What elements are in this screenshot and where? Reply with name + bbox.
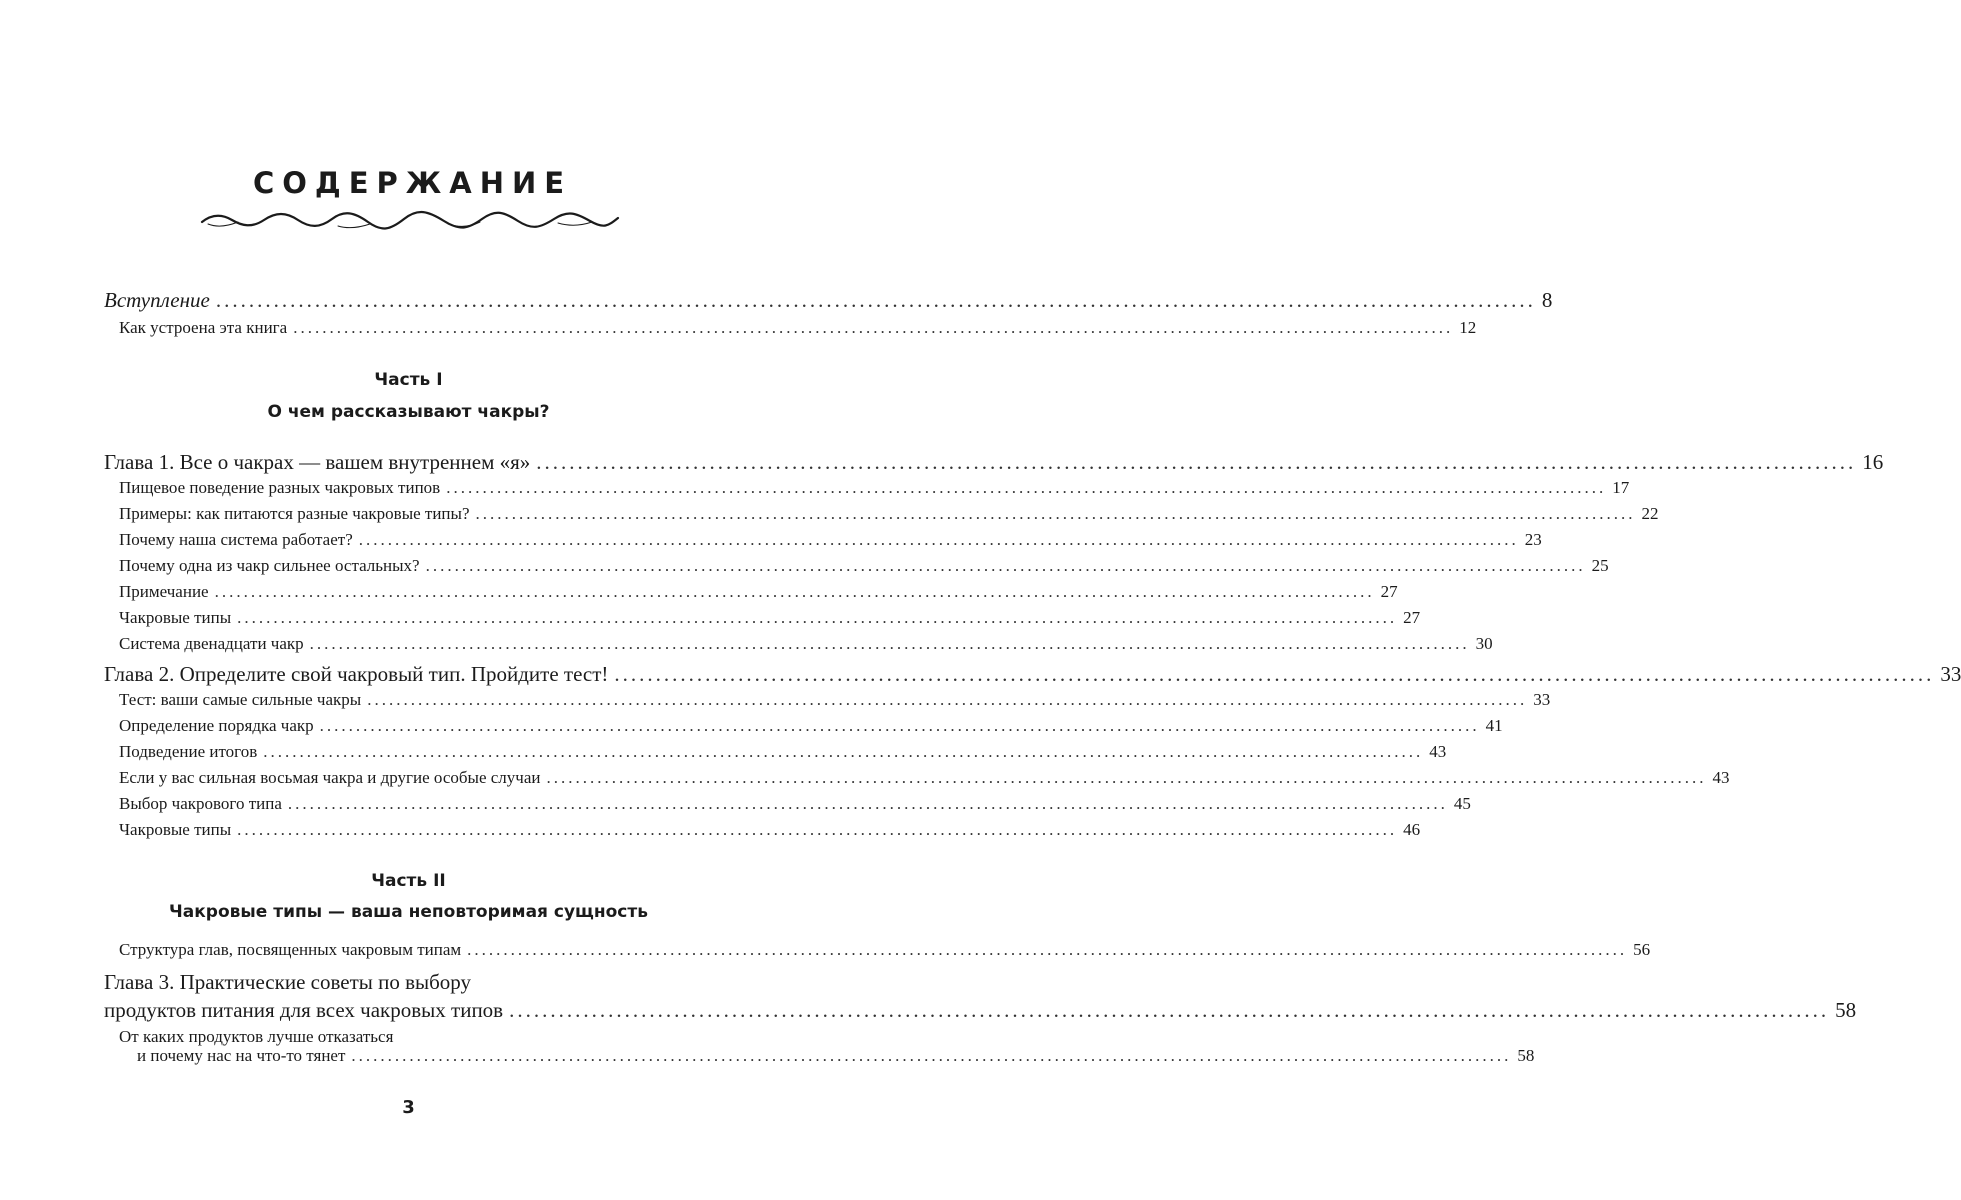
page-title: СОДЕРЖАНИЕ <box>252 166 573 200</box>
dot-leader: ................................................................................................................................................................ <box>309 634 1470 653</box>
dot-leader: ................................................................................................................................................................ <box>214 582 1375 601</box>
dot-leader: ................................................................................................................................................................ <box>358 530 1519 549</box>
toc-entry-label: Примечание <box>119 582 209 601</box>
toc-entry-label: Почему одна из чакр сильнее остальных? <box>119 556 420 575</box>
dot-leader: ................................................................................................................................................................ <box>351 1046 1512 1065</box>
dot-leader: ................................................................................................................................................................ <box>237 820 1398 839</box>
toc-entry-chapter-3[interactable] <box>0 998 1857 1028</box>
toc-entry-page: 41 <box>1485 716 1503 735</box>
toc-entry-label: Подведение итогов <box>119 742 258 761</box>
toc-entry-page: 56 <box>1633 940 1651 959</box>
toc-entry-part-2-structure[interactable] <box>0 940 1651 970</box>
toc-entry-page: 8 <box>1541 288 1553 312</box>
toc-entry-page: 17 <box>1612 478 1630 497</box>
dot-leader: ................................................................................................................................................................ <box>215 288 1536 312</box>
part-1-number: Часть I <box>374 370 443 390</box>
toc-entry-label: Тест: ваши самые сильные чакры <box>119 690 362 709</box>
toc-entry-page: 33 <box>1533 690 1551 709</box>
toc-entry-section-line1[interactable]: От каких продуктов лучше отказаться <box>119 1027 394 1046</box>
toc-entry-label: Примеры: как питаются разные чакровые типы? <box>119 504 470 523</box>
dot-leader: ................................................................................................................................................................ <box>367 690 1528 709</box>
dot-leader: ................................................................................................................................................................ <box>237 608 1398 627</box>
toc-entry-label: Выбор чакрового типа <box>119 794 282 813</box>
toc-entry-label: Определение порядка чакр <box>119 716 314 735</box>
toc-entry-page: 16 <box>1862 450 1884 474</box>
dot-leader: ................................................................................................................................................................ <box>263 742 1424 761</box>
toc-entry-label: продуктов питания для всех чакровых типов <box>104 998 504 1022</box>
dot-leader: ................................................................................................................................................................ <box>475 504 1636 523</box>
toc-entry-chapter-3-line1[interactable]: Глава 3. Практические советы по выбору <box>104 970 472 994</box>
toc-entry-label: Глава 2. Определите свой чакровый тип. Пройдите тест! <box>104 662 609 686</box>
toc-entry-how-book-works[interactable] <box>0 318 1477 348</box>
toc-entry-label: Чакровые типы <box>119 608 232 627</box>
toc-entry-label: Как устроена эта книга <box>119 318 288 337</box>
toc-entry-label: Пищевое поведение разных чакровых типов <box>119 478 441 497</box>
dot-leader: ................................................................................................................................................................ <box>546 768 1707 787</box>
dot-leader: ................................................................................................................................................................ <box>446 478 1607 497</box>
toc-entry-chapter-1[interactable] <box>0 450 1884 480</box>
toc-entry-section[interactable] <box>0 1046 1535 1076</box>
page-number: 3 <box>402 1097 415 1118</box>
toc-entry-label: Почему наша система работает? <box>119 530 353 549</box>
toc-entry-introduction[interactable] <box>0 288 1553 318</box>
toc-entry-page: 43 <box>1429 742 1447 761</box>
toc-entry-label: Вступление <box>104 288 210 312</box>
toc-entry-page: 25 <box>1591 556 1609 575</box>
dot-leader: ................................................................................................................................................................ <box>509 998 1830 1022</box>
toc-entry-label: и почему нас на что-то тянет <box>137 1046 346 1065</box>
toc-entry-label: Если у вас сильная восьмая чакра и другие особые случаи <box>119 768 541 787</box>
dot-leader: ................................................................................................................................................................ <box>293 318 1454 337</box>
dot-leader: ................................................................................................................................................................ <box>287 794 1448 813</box>
toc-entry-label: Чакровые типы <box>119 820 232 839</box>
toc-entry-page: 58 <box>1835 998 1857 1022</box>
toc-entry-chapter-2[interactable] <box>0 662 1961 692</box>
toc-entry-page: 33 <box>1940 662 1961 686</box>
toc-entry-page: 23 <box>1524 530 1542 549</box>
toc-entry-section[interactable] <box>0 820 1421 850</box>
toc-entry-page: 45 <box>1453 794 1471 813</box>
toc-entry-section[interactable] <box>0 634 1493 664</box>
toc-entry-page: 22 <box>1641 504 1659 523</box>
toc-entry-page: 43 <box>1712 768 1730 787</box>
toc-entry-page: 27 <box>1380 582 1398 601</box>
toc-entry-page: 46 <box>1403 820 1421 839</box>
toc-entry-label: Глава 1. Все о чакрах — вашем внутреннем «я» <box>104 450 531 474</box>
dot-leader: ................................................................................................................................................................ <box>467 940 1628 959</box>
dot-leader: ................................................................................................................................................................ <box>614 662 1935 686</box>
toc-entry-label: Система двенадцати чакр <box>119 634 304 653</box>
dot-leader: ................................................................................................................................................................ <box>319 716 1480 735</box>
toc-entry-page: 27 <box>1403 608 1421 627</box>
toc-entry-label: Структура глав, посвященных чакровым типам <box>119 940 462 959</box>
dot-leader: ................................................................................................................................................................ <box>536 450 1857 474</box>
part-2-title: Чакровые типы — ваша неповторимая сущность <box>169 902 648 922</box>
toc-entry-page: 58 <box>1517 1046 1535 1065</box>
dot-leader: ................................................................................................................................................................ <box>425 556 1586 575</box>
toc-entry-page: 12 <box>1459 318 1477 337</box>
toc-entry-page: 30 <box>1475 634 1493 653</box>
part-2-number: Часть II <box>371 871 446 891</box>
part-1-title: О чем рассказывают чакры? <box>267 402 550 422</box>
wave-ornament-icon <box>198 206 623 236</box>
